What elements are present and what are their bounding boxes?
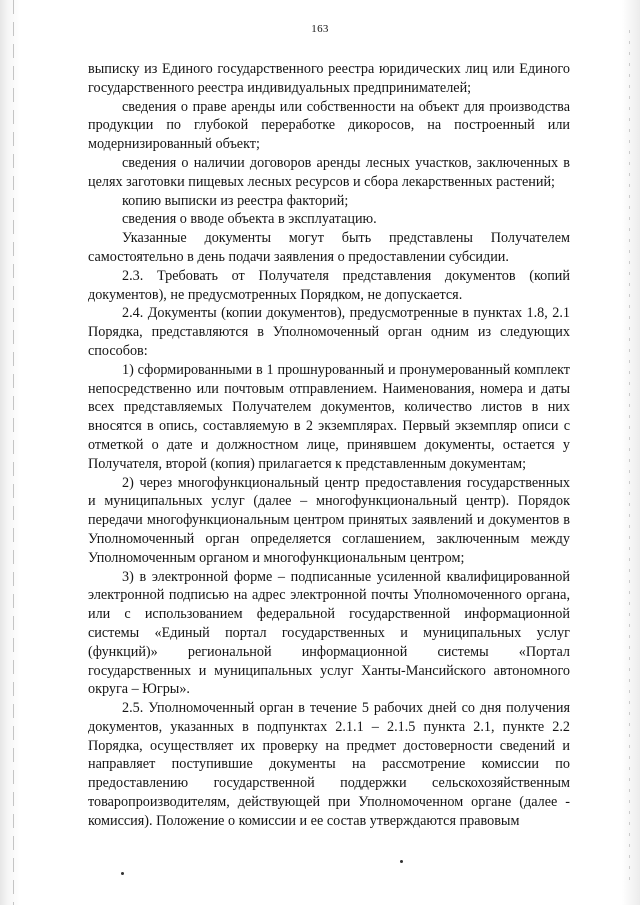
paragraph-2-5: 2.5. Уполномоченный орган в течение 5 рабочих дней со дня получения документов, указанных в подпунктах 2.1.1 – 2.1.5 пункта 2.1, пункте 2.2 Порядка, осуществляет их проверку на предмет достоверности сведений и направляет поступившие документы на рассмотрение комиссии по предоставлению государственной поддержки сельскохозяйственным товаропроизводителям, действующей при Уполномоченном органе (далее - комиссия). Положение о комиссии и ее состав утверждаются правовым [88, 700, 570, 829]
paragraph-2-4: 2.4. Документы (копии документов), предусмотренные в пунктах 1.8, 2.1 Порядка, представляются в Уполномоченный орган одним из следующих способов: [88, 305, 570, 359]
paragraph-submission-note: Указанные документы могут быть представлены Получателем самостоятельно в день подачи заявления о предоставлении субсидии. [88, 230, 570, 265]
scan-right-ticks [629, 30, 630, 880]
document-body [88, 60, 570, 831]
paragraph-egrul-extract: выписку из Единого государственного реестра юридических лиц или Единого государственного реестра индивидуальных предпринимателей; [88, 61, 570, 96]
scan-speck [400, 860, 403, 863]
page-number: 163 [311, 23, 329, 35]
paragraph-method-3: 3) в электронной форме – подписанные усиленной квалифицированной электронной подписью на адрес электронной почты Уполномоченного органа, или с использованием федеральной государственной информационной системы «Единый портал государственных и муниципальных услуг (функций)» региональной информационной системы «Портал государственных и муниципальных услуг Ханты-Мансийского автономного округа – Югры». [88, 568, 570, 698]
paragraph-commissioning: сведения о вводе объекта в эксплуатацию. [122, 211, 377, 228]
scan-speck [121, 872, 124, 875]
paragraph-lease-ownership: сведения о праве аренды или собственности на объект для производства продукции по глубокой переработке дикоросов, на построенный или модернизированный объект; [88, 98, 570, 153]
paragraph-factory-registry: копию выписки из реестра факторий; [122, 192, 349, 209]
paragraph-method-2: 2) через многофункциональный центр предоставления государственных и муниципальных услуг (далее – многофункциональный центр). Порядок передачи многофункциональным центром принятых заявлений и документов в Уполномоченный орган определяется соглашением, заключенным между Уполномоченным органом и многофункциональным центром; [88, 474, 570, 566]
paragraph-method-1: 1) сформированными в 1 прошнурованный и пронумерованный комплект непосредственно или почтовым отправлением. Наименования, номера и даты всех представляемых Получателем документов, количество листов в них вносятся в опись, составляемую в 2 экземплярах. Первый экземпляр описи с отметкой о дате и должностном лице, принявшем документы, остается у Получателя, второй (копия) прилагается к представленным документам; [88, 361, 570, 472]
scan-left-edge [0, 0, 36, 905]
paragraph-2-3: 2.3. Требовать от Получателя представления документов (копий документов), не предусмотренных Порядком, не допускается. [88, 267, 570, 303]
scan-binding-line [13, 0, 14, 905]
paragraph-forest-lease: сведения о наличии договоров аренды лесных участков, заключенных в целях заготовки пищевых лесных ресурсов и сбора лекарственных растений; [88, 154, 570, 190]
